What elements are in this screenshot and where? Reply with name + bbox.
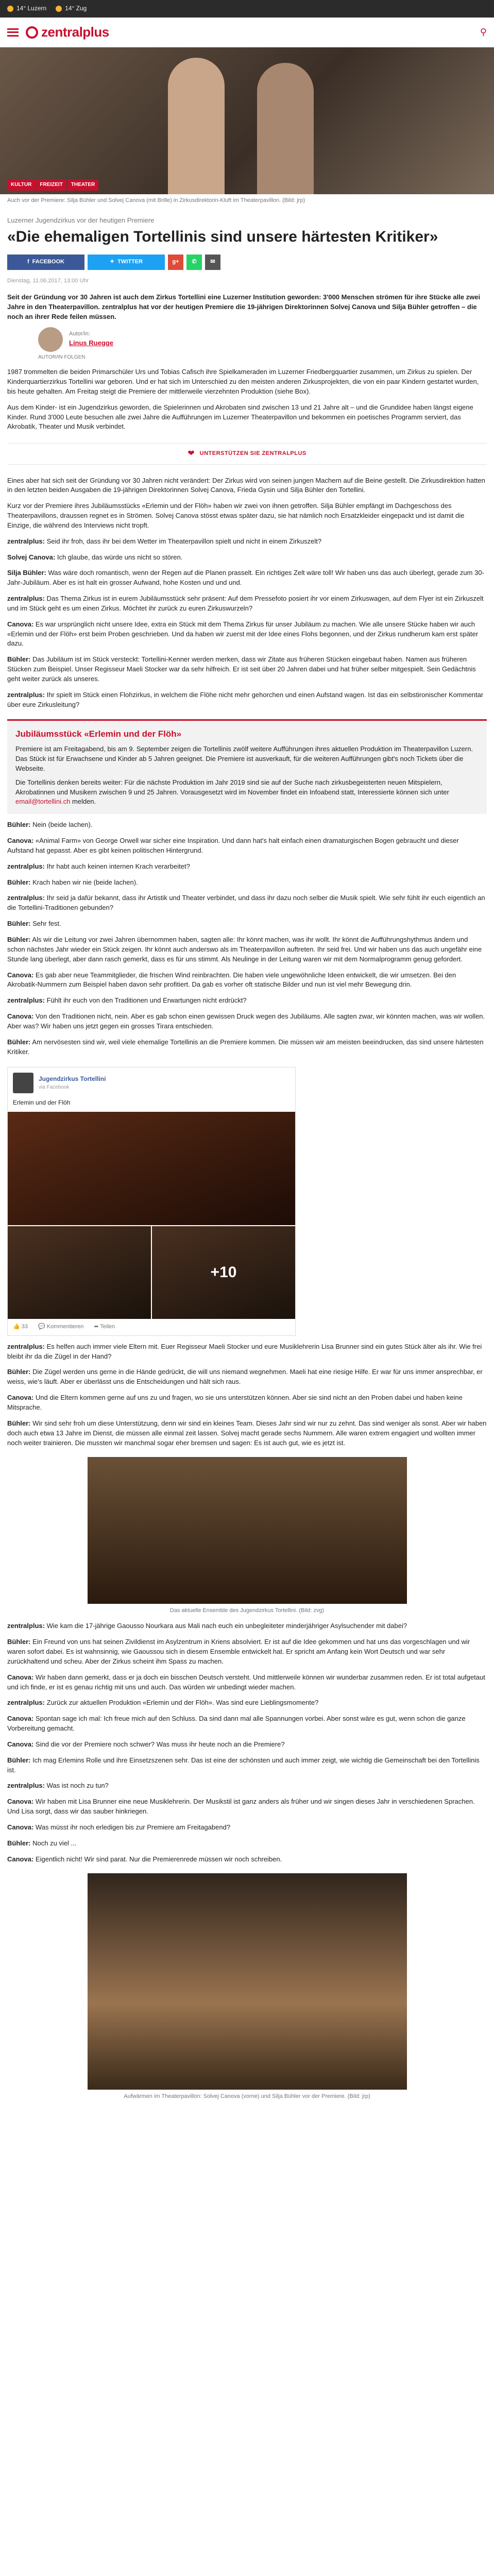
- interview-text: Was ist noch zu tun?: [46, 1782, 109, 1790]
- avatar[interactable]: [38, 327, 63, 352]
- interview-line: [7, 553, 487, 563]
- interview-line: [7, 1797, 487, 1817]
- interview-text: Ich glaube, das würde uns nicht so stören.: [57, 553, 183, 561]
- interview-line: [7, 935, 487, 964]
- interview-line: [7, 1756, 487, 1775]
- speaker: Bühler:: [7, 1756, 31, 1764]
- interview-block-a: [7, 537, 487, 710]
- interview-line: [7, 1740, 487, 1750]
- speaker: zentralplus:: [7, 894, 45, 902]
- interview-line: [7, 820, 487, 830]
- speaker: zentralplus:: [7, 690, 45, 699]
- interview-line: [7, 971, 487, 990]
- speaker: Canova:: [7, 1740, 34, 1748]
- speaker: Bühler:: [7, 878, 31, 886]
- facebook-post-text: Erlemin und der Flöh: [13, 1099, 71, 1107]
- article-date: Dienstag, 11.06.2017, 13:00 Uhr: [7, 278, 89, 284]
- body-paragraph: Aus dem Kinder- ist ein Jugendzirkus geworden, die Spielerinnen und Akrobaten sind zwischen 13 und 21 Jahre alt – und die Grundidee haben längst eigene Kinder. Rund 3'000 Leute besuchen alle zwei Jahre die Aufführungen im Luzerner Theaterpavillon und bekommen ein poetisches Programm serviert, das Akrobatik, Theater und Musik verbindet.: [7, 403, 473, 431]
- interview-text: Ihr habt auch keinen internen Krach verarbeitet?: [46, 862, 190, 870]
- facebook-share-label: Teilen: [100, 1323, 115, 1330]
- weather-zug: [56, 4, 87, 13]
- interview-line: [7, 620, 487, 649]
- speaker: Bühler:: [7, 920, 31, 928]
- interview-text: «Animal Farm» von George Orwell war sicher eine Inspiration. Und dann hat's halt einfach einen dramaturgischen Bogen gebraucht und dieser Aufstand hat gepasst. Aber es gibt keinen politischen Hintergrund.: [7, 837, 459, 854]
- speaker: Canova:: [7, 971, 34, 979]
- weather-bar: [0, 0, 494, 18]
- speaker: Bühler:: [7, 1038, 31, 1046]
- interview-text: Krach haben wir nie (beide lachen).: [32, 878, 138, 886]
- share-googleplus-button[interactable]: [168, 255, 183, 270]
- email-icon: ✉: [210, 259, 215, 265]
- ensemble-photo: [88, 1457, 407, 1604]
- speaker: Bühler:: [7, 1419, 31, 1427]
- speaker: Bühler:: [7, 821, 31, 829]
- facebook-embed-header: [8, 1067, 295, 1098]
- interview-line: [7, 568, 487, 588]
- weather-zug-text: 14° Zug: [65, 5, 87, 12]
- facebook-page-name[interactable]: Jugendzirkus Tortellini: [39, 1075, 106, 1083]
- interview-line: [7, 1012, 487, 1031]
- speaker: Canova:: [7, 1855, 34, 1863]
- interview-text: Als wir die Leitung vor zwei Jahren übernommen haben, sagten alle: Ihr könnt machen, was ihr wollt. Ihr könnt die Aufführungshythmus ändern und schon nächstes Jahr wieder ein Stück zeigen. Ihr könnt auch anderswo als im Theaterpavillon auftreten. Ihr seid frei. Und wir haben uns das auch ungefähr eine Stunde lang überlegt, aber dann rasch gemerkt, dass es für uns stimmt. Als Neulinge in der Leitung waren wir mit dem Normalprogramm genug gefordert.: [7, 935, 482, 963]
- interview-text: Seid ihr froh, dass ihr bei dem Wetter im Theaterpavillon spielt und nicht in einem Zirkuszelt?: [46, 537, 322, 545]
- speaker: Bühler:: [7, 1638, 31, 1646]
- interview-line: [7, 1673, 487, 1692]
- interview-line: [7, 1419, 487, 1448]
- hero-caption: Auch vor der Premiere: Silja Bühler und Solvej Canova (mit Brille) in Zirkusdirektorin-Kluft im Theaterpavillon. (Bild: jrp): [7, 197, 305, 204]
- share-twitter-label: TWITTER: [117, 259, 143, 265]
- interview-text: Es gab aber neue Teammitglieder, die frischen Wind reinbrachten. Die haben viele ungewöhnliche Ideen entwickelt, die wir umsetzen. Bei den Akrobatik-Nummern zum Beispiel haben davon sehr profitiert. Da gab es vorher oft statische Bilder und nun ist viel mehr Bewegung drin.: [7, 971, 456, 989]
- article-kicker: Luzerner Jugendzirkus vor der heutigen Premiere: [7, 216, 155, 225]
- interview-text: Wir haben dann gemerkt, dass er ja doch ein bisschen Deutsch versteht. Und mittlerweile können wir wunderbar zusammen reden. Er ist total aufgetaut und ich finde, er ist es genau richtig mit uns und auch. Das würden wir unbedingt wieder machen.: [7, 1673, 485, 1691]
- speaker: zentralplus:: [7, 1782, 45, 1790]
- interview-text: Nein (beide lachen).: [32, 821, 93, 829]
- interview-line: [7, 1714, 487, 1734]
- interview-line: [7, 1781, 487, 1791]
- facebook-embed-footer: [8, 1319, 295, 1335]
- share-facebook-button[interactable]: [7, 255, 84, 270]
- interview-text: Die Zügel werden uns gerne in die Hände gedrückt, die will uns niemand wegnehmen. Maeli hat eine riesige Hilfe. Er war für uns immer ansprechbar, er weiss, wie's läuft. Aber er überlässt uns die Entscheidungen und hält sich raus.: [7, 1368, 483, 1386]
- warmup-photo: [88, 1873, 407, 2090]
- interview-line: [7, 836, 487, 856]
- speaker: Bühler:: [7, 1368, 31, 1376]
- speaker: Canova:: [7, 837, 34, 845]
- speaker: zentralplus:: [7, 1622, 45, 1630]
- interview-line: [7, 1367, 487, 1387]
- interview-text: Was wäre doch romantisch, wenn der Regen auf die Planen prasselt. Ein richtiges Zelt wäre toll! Wir haben uns das auch überlegt, gerade zum 30-Jahr-Jubiläum. Aber es ist halt ein grosser Aufwand, hohe Kosten und und und.: [7, 569, 484, 587]
- facebook-like-count: 33: [21, 1323, 28, 1330]
- speaker: Canova:: [7, 1798, 34, 1806]
- speaker: Bühler:: [7, 935, 31, 943]
- interview-text: Sehr fest.: [32, 920, 61, 928]
- support-banner[interactable]: [7, 443, 487, 464]
- interview-line: [7, 1038, 487, 1057]
- interview-text: Wie kam die 17-jährige Gaousso Nourkara aus Mali nach euch ein unbegleiteter minderjähriger Asylsuchender mit dabei?: [46, 1622, 407, 1630]
- interview-line: [7, 1393, 487, 1413]
- speaker: Solvej Canova:: [7, 553, 56, 561]
- sun-icon: [7, 6, 13, 12]
- facebook-photo[interactable]: [8, 1112, 295, 1225]
- brand-name: zentralplus: [41, 24, 109, 40]
- heart-icon: ❤: [188, 449, 195, 459]
- author-link[interactable]: Linus Ruegge: [69, 339, 113, 347]
- share-email-button[interactable]: [205, 255, 220, 270]
- interview-text: Eigentlich nicht! Wir sind parat. Nur die Premierenrede müssen wir noch schreiben.: [35, 1855, 282, 1863]
- site-logo[interactable]: [26, 23, 109, 42]
- speaker: Canova:: [7, 1715, 34, 1723]
- interview-text: Zurück zur aktuellen Produktion «Erlemin und der Flöh». Was sind eure Lieblingsmomente?: [46, 1699, 319, 1707]
- interview-text: Ein Freund von uns hat seinen Zivildienst im Asylzentrum in Kriens absolviert. Er ist auf die Idee gekommen und hat uns das vorgeschlagen und wir waren sofort dabei. Es ist wahnsinnig, wie Gaoussou sich in diesem Ensemble entwickelt hat. Er spricht am Anfang kein Wort Deutsch und war sehr zurückhaltend und scheu. Aber der Zirkus scheint ihm Spass zu machen.: [7, 1638, 470, 1665]
- speaker: Canova:: [7, 1673, 34, 1681]
- email-link[interactable]: email@tortellini.ch: [15, 798, 71, 806]
- author-label: Autor/in:: [69, 331, 90, 337]
- facebook-embed[interactable]: [7, 1067, 296, 1335]
- speaker: zentralplus:: [7, 862, 45, 870]
- interview-line: [7, 878, 487, 888]
- tag-kultur[interactable]: KULTUR: [7, 180, 35, 191]
- sun-icon: [56, 6, 62, 12]
- facebook-photo-more[interactable]: [152, 1226, 295, 1319]
- interview-line: [7, 594, 487, 614]
- support-label: UNTERSTÜTZEN SIE ZENTRALPLUS: [199, 450, 306, 456]
- facebook-comment-label: Kommentieren: [46, 1323, 84, 1330]
- speaker: zentralplus:: [7, 1699, 45, 1707]
- interview-line: [7, 862, 487, 872]
- article: [0, 47, 494, 2101]
- info-box: [7, 719, 487, 815]
- interview-line: [7, 1621, 487, 1631]
- interview-text: Was müsst ihr noch erledigen bis zur Premiere am Freitagabend?: [35, 1823, 231, 1831]
- interview-line: [7, 1839, 487, 1849]
- facebook-photo[interactable]: [8, 1226, 151, 1319]
- hero-image: [0, 47, 494, 194]
- speaker: Canova:: [7, 1012, 34, 1021]
- tag-freizeit[interactable]: FREIZEIT: [36, 180, 66, 191]
- search-icon[interactable]: ⚲: [480, 27, 487, 38]
- interview-text: Wir sind sehr froh um diese Unterstützung, denn wir sind ein kleines Team. Dieses Jahr sind wir nur zu zehnt. Das sind weniger als sonst. Aber wir haben doch auch etwa 13 Jahre im Dienst, die müssen alle einmal zeit lassen. Solvej macht gerade sechs Nummern. Alle waren extrem engagiert und wollten immer noch weiter trainieren. Die mussten wir manchmal sogar eher bremsen und sagen: Es ist auch gut, wie es jetzt ist.: [7, 1419, 487, 1447]
- speaker: Canova:: [7, 1823, 34, 1831]
- share-bar: [7, 255, 487, 270]
- body-paragraph: Kurz vor der Premiere ihres Jubiläumsstücks «Erlemin und der Flöh» haben wir zwei von ihnen getroffen. Silja Bühler empfängt im Dachgeschoss des Theaterpavillons, draussen regnet es in Strömen. Solvej Canova stösst etwas später dazu, sie hat nämlich noch Ersatzkleider eingepackt und ist damit die Einzige, die während des Interviews nicht tropft.: [7, 502, 465, 529]
- facebook-share-button[interactable]: ➦ Teilen: [94, 1323, 115, 1330]
- interview-text: Fühlt ihr euch von den Traditionen und Erwartungen nicht erdrückt?: [46, 996, 247, 1005]
- interview-block-d: [7, 1621, 487, 1864]
- facebook-page-avatar[interactable]: [13, 1073, 33, 1093]
- speaker: Bühler:: [7, 655, 31, 664]
- share-whatsapp-button[interactable]: [186, 255, 202, 270]
- author-follow-button[interactable]: AUTOR/IN FOLGEN: [38, 354, 86, 360]
- warmup-photo-caption: Aufwärmen im Theaterpavillon: Solvej Canova (vorne) und Silja Bühler vor der Premiere. (Bild: jrp): [124, 2093, 370, 2100]
- site-header: [0, 18, 494, 47]
- interview-line: [7, 1637, 487, 1667]
- speaker: zentralplus:: [7, 996, 45, 1005]
- interview-line: [7, 1855, 487, 1865]
- tag-list: [7, 180, 487, 191]
- tag-theater[interactable]: THEATER: [67, 180, 98, 191]
- speaker: Silja Bühler:: [7, 569, 46, 577]
- menu-icon[interactable]: [7, 28, 19, 37]
- interview-line: [7, 1342, 487, 1362]
- interview-line: [7, 537, 487, 547]
- whatsapp-icon: ✆: [192, 259, 197, 265]
- speaker: Canova:: [7, 1394, 34, 1402]
- interview-line: [7, 919, 487, 929]
- share-twitter-button[interactable]: [88, 255, 165, 270]
- article-meta: [7, 277, 487, 285]
- speaker: Canova:: [7, 620, 34, 628]
- facebook-like-button[interactable]: 👍 33: [13, 1323, 28, 1330]
- interview-text: Ich mag Erlemins Rolle und ihre Einsetzszenen sehr. Das ist eine der schönsten und auch immer zeigt, wie wichtig die Gemeinschaft bei den Tortellinis ist.: [7, 1756, 480, 1774]
- author-box: [38, 327, 487, 352]
- interview-line: [7, 1698, 487, 1708]
- facebook-more-count: +10: [210, 1264, 237, 1281]
- article-title: «Die ehemaligen Tortellinis sind unsere härtesten Kritiker»: [7, 228, 438, 246]
- ensemble-photo-caption: Das aktuelle Ensemble des Jugendzirkus Tortellini. (Bild: zvg): [169, 1607, 325, 1614]
- logo-mark-icon: [26, 26, 38, 39]
- article-lead: Seit der Gründung vor 30 Jahren ist auch dem Zirkus Tortellini eine Luzerner Institution geworden: 3'000 Menschen strömen für ihre Stücke alle zwei Jahre in den Theaterpavillon. zentralplus hat vor der heutigen Premiere die 19-jährigen Direktorinnen Solvej Canova und Silja Bühler getroffen – die noch an ihrer Rede feilen müssen.: [7, 293, 481, 320]
- info-box-text: Premiere ist am Freitagabend, bis am 9. September zeigen die Tortellinis zwölf weitere Aufführungen ihres aktuellen Produktion im Theaterpavillon Luzern. Das Stück ist für Erwachsene und Kinder ab 5 Jahren geeignet. Die Premiere ist ausverkauft, für die weiteren Aufführungen gibt's noch Tickets über die Webseite.: [15, 745, 473, 772]
- info-box-text-end: melden.: [70, 798, 96, 806]
- interview-text: Das Jubiläum ist im Stück versteckt: Tortellini-Kenner werden merken, dass wir Zitate aus früheren Stücken eingebaut haben. Namen aus früheren Stücken zum Beispiel. Unser Regisseur Maeli Stocker war da sehr hilfreich. Er ist seit über 20 Jahren dabei und hat früher selber mitgespielt. Sein Gedächtnis geht weiter zurück als unseres.: [7, 655, 476, 683]
- interview-line: [7, 996, 487, 1006]
- interview-line: [7, 655, 487, 684]
- speaker: zentralplus:: [7, 537, 45, 545]
- body-paragraph: Eines aber hat sich seit der Gründung vor 30 Jahren nicht verändert: Der Zirkus wird von seinen jungen Machern auf die Beine gestellt. Die Zirkusdirektion hatten in den letzten beiden Ausgaben die 19-jährigen Direktorinnen Solvej Canova, Frieda Gysin und Silja Bühler den Tortellini.: [7, 476, 485, 494]
- facebook-photo-grid: [8, 1112, 295, 1319]
- interview-line: [7, 1823, 487, 1833]
- weather-luzern: [7, 4, 46, 13]
- weather-luzern-text: 14° Luzern: [16, 5, 47, 12]
- interview-text: Spontan sage ich mal: Ich freue mich auf den Schluss. Da sind dann mal alle Spannungen vorbei. Aber sonst wäre es gut, wenn schon die ganze Vorbereitung gemacht.: [7, 1715, 466, 1733]
- speaker: zentralplus:: [7, 595, 45, 603]
- info-box-title: Jubiläumsstück «Erlemin und der Flöh»: [15, 728, 182, 739]
- speaker: zentralplus:: [7, 1342, 45, 1350]
- twitter-icon: ✦: [109, 259, 115, 265]
- interview-text: Von den Traditionen nicht, nein. Aber es gab schon einen gewissen Druck wegen des Jubiläums. Alle sagten zwar, wir könnten machen, was wir wollen. Aber was? Wir haben uns jetzt gegen ein grosses Tirara entschieden.: [7, 1012, 485, 1030]
- interview-text: Es helfen auch immer viele Eltern mit. Euer Regisseur Maeli Stocker und eure Musiklehrerin Lisa Brunner sind ein gutes Stück älter als ihr. Wie frei bleibt ihr da die Zügel in der Hand?: [7, 1342, 482, 1360]
- facebook-comment-button[interactable]: 💬 Kommentieren: [38, 1323, 84, 1330]
- info-box-text: [15, 778, 479, 807]
- interview-block-b: [7, 820, 487, 1057]
- share-facebook-label: FACEBOOK: [32, 259, 64, 265]
- info-box-text-part: Die Tortellinis denken bereits weiter: Für die nächste Produktion im Jahr 2019 sind sie auf der Suche nach zirkusbegeisterten neuen Mitspielern, Akrobatinnen und Musikern zwischen 9 und 25 Jahren. Vorausgesetzt wird im November findet ein Infoabend statt, Interessierte können sich unter: [15, 778, 449, 796]
- interview-text: Sind die vor der Premiere noch schwer? Was muss ihr heute noch an die Premiere?: [35, 1740, 285, 1748]
- interview-text: Das Thema Zirkus ist in eurem Jubiläumsstück sehr präsent: Auf dem Pressefoto posiert ihr vor einem Zirkuswagen, auf dem Flyer ist ein Zirkuszelt und im Stück geht es um einen Zirkus. Möchtet ihr zurück zu euren Zirkuswurzeln?: [7, 595, 484, 612]
- speaker: Bühler:: [7, 1839, 31, 1847]
- interview-text: Und die Eltern kommen gerne auf uns zu und fragen, wo sie uns unterstützen können. Aber sie sind nicht an den Proben dabei und haben keine Mitsprache.: [7, 1394, 463, 1411]
- interview-text: Es war ursprünglich nicht unsere Idee, extra ein Stück mit dem Thema Zirkus für unser Jubiläum zu machen. Wie alle unsere Stücke haben wir auch «Erlemin und der Flöh» erst beim Proben geschrieben. Und da haben wir zuerst mit der Idee eines Flohs begonnen, und der Zirkus rundherum kam erst später dazu.: [7, 620, 479, 648]
- interview-line: [7, 690, 487, 710]
- interview-line: [7, 893, 487, 913]
- facebook-icon: f: [27, 259, 29, 265]
- interview-text: Am nervösesten sind wir, weil viele ehemalige Tortellinis an die Premiere kommen. Die müssen wir am meisten beeindrucken, das sind unsere härtesten Kritiker.: [7, 1038, 484, 1056]
- interview-text: Ihr spielt im Stück einen Flohzirkus, in welchem die Flöhe nicht mehr gehorchen und einen Aufstand wagen. Ist das ein selbstironischer Kommentar über eure Zirkusleitung?: [7, 690, 484, 708]
- body-paragraph: 1987 trommelten die beiden Primarschüler Urs und Tobias Cafisch ihre Spielkameraden im Luzerner Friedbergquartier zusammen, um Zirkus zu spielen. Der Kinderquartierzirkus Tortellini war geboren. Und er hat sich im Unterschied zu den meisten anderen Zirkusprojekten, die von ein paar Kindern gestartet wurden, bis heute gehalten. Am Freitag steigt die Premiere der mittlerweile vierzehnten Produktion (siehe Box).: [7, 368, 479, 395]
- interview-text: Noch zu viel ...: [32, 1839, 77, 1847]
- interview-text: Wir haben mit Lisa Brunner eine neue Musiklehrerin. Der Musikstil ist ganz anders als früher und wir singen dieses Jahr in verschiedenen Sprachen. Und Lisa sorgt, dass wir das sauber hinkriegen.: [7, 1798, 475, 1816]
- googleplus-icon: g+: [172, 259, 179, 265]
- interview-text: Ihr seid ja dafür bekannt, dass ihr Artistik und Theater verbindet, und dass ihr dazu noch selber die Musik spielt. Wie sehr fühlt ihr euch eigentlich an die Tortellini-Traditionen gebunden?: [7, 894, 485, 912]
- interview-block-c: [7, 1342, 487, 1448]
- facebook-page-sub: via Facebook: [39, 1084, 70, 1090]
